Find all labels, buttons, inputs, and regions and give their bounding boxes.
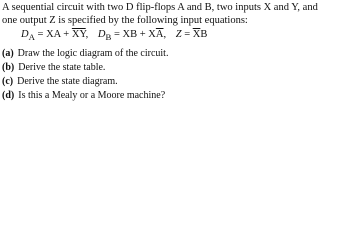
input-equations xyxy=(21,29,348,43)
problem-part xyxy=(2,89,348,103)
equation-rhs: = XA + xyxy=(34,29,72,40)
equation-rhs: = xyxy=(181,29,193,40)
problem-part xyxy=(2,47,348,61)
equation-overbar-term: A xyxy=(155,29,164,40)
part-text: Draw the logic diagram of the circuit. xyxy=(17,48,169,60)
problem-intro xyxy=(2,2,348,27)
equation-overbar-term: X xyxy=(192,29,201,40)
problem-statement xyxy=(2,2,348,103)
equation-overbar-term: XY xyxy=(71,29,86,40)
part-text: Is this a Mealy or a Moore machine? xyxy=(18,90,166,102)
equation-lhs: D xyxy=(97,29,106,40)
intro-line: A sequential circuit with two D flip-flops A and B, two inputs X and Y, and xyxy=(2,2,318,13)
problem-part xyxy=(2,75,348,89)
equation-rhs: = XB + X xyxy=(111,29,156,40)
equation-separator: , xyxy=(85,29,89,40)
problem-part xyxy=(2,61,348,75)
equation-da xyxy=(21,29,88,43)
equation-separator: , xyxy=(163,29,167,40)
equation-z xyxy=(176,29,208,41)
part-label: (a) xyxy=(2,48,14,60)
equation-tail-term: B xyxy=(200,29,208,40)
equation-lhs-subscript: A xyxy=(28,32,35,43)
part-label: (c) xyxy=(2,76,14,88)
part-text: Derive the state diagram. xyxy=(17,76,118,88)
part-label: (d) xyxy=(2,90,15,102)
equation-lhs-subscript: B xyxy=(105,32,112,43)
part-text: Derive the state table. xyxy=(18,62,106,74)
equation-lhs: D xyxy=(21,29,29,40)
intro-line: one output Z is specified by the following input equations: xyxy=(2,14,248,26)
part-label: (b) xyxy=(2,62,15,74)
equation-db xyxy=(98,29,166,43)
problem-parts-list xyxy=(2,47,348,103)
equation-lhs: Z xyxy=(175,29,182,40)
